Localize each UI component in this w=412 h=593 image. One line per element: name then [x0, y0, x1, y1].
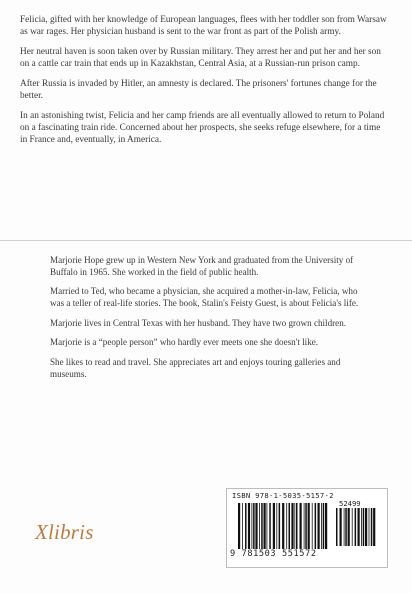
synopsis [20, 14, 388, 154]
section-divider [0, 240, 412, 241]
bio-paragraph: Marjorie Hope grew up in Western New York and graduated from the University of Buffalo in 1965. She worked in the field of public health. [50, 255, 354, 277]
synopsis-paragraph: Her neutral haven is soon taken over by Russian military. They arrest her and put her and her son on a cattle car train that ends up in Kazakhstan, Central Asia, at a Russian-run prison camp. [20, 47, 381, 70]
price-barcode-bars [336, 508, 376, 546]
barcode-number: 9 781503 551572 [230, 549, 317, 559]
bio-paragraph: She likes to read and travel. She appreciates art and enjoys touring galleries and museums. [50, 356, 341, 379]
bio-paragraph: Marjorie is a “people person” who hardly ever meets one she doesn't like. [50, 337, 319, 348]
publisher-logo: Xlibris [35, 520, 94, 544]
isbn-label: ISBN 978-1-5035-5157-2 [232, 491, 334, 500]
bio-paragraph: Marjorie lives in Central Texas with her husband. They have two grown children. [50, 317, 347, 328]
barcode-bars [238, 503, 330, 549]
author-bio [50, 254, 360, 387]
bio-paragraph: Married to Ted, who became a physician, she acquired a mother-in-law, Felicia, who was a teller of real-life stories. The book, Stalin's Feisty Guest, is about Felicia's life. [50, 286, 359, 309]
price-code: 52499 [339, 499, 361, 508]
synopsis-paragraph: Felicia, gifted with her knowledge of European languages, flees with her toddler son from Warsaw as war rages. Her physician husband is sent to the war front as part of the Polish army. [20, 15, 387, 38]
synopsis-paragraph: After Russia is invaded by Hitler, an amnesty is declared. The prisoners' fortunes change for the better. [20, 79, 377, 102]
synopsis-paragraph: In an astonishing twist, Felicia and her camp friends are all eventually allowed to return to Poland on a fascinating train ride. Concerned about her prospects, she seeks refuge elsewhere, for a time in France and, eventually, in America. [20, 111, 385, 146]
